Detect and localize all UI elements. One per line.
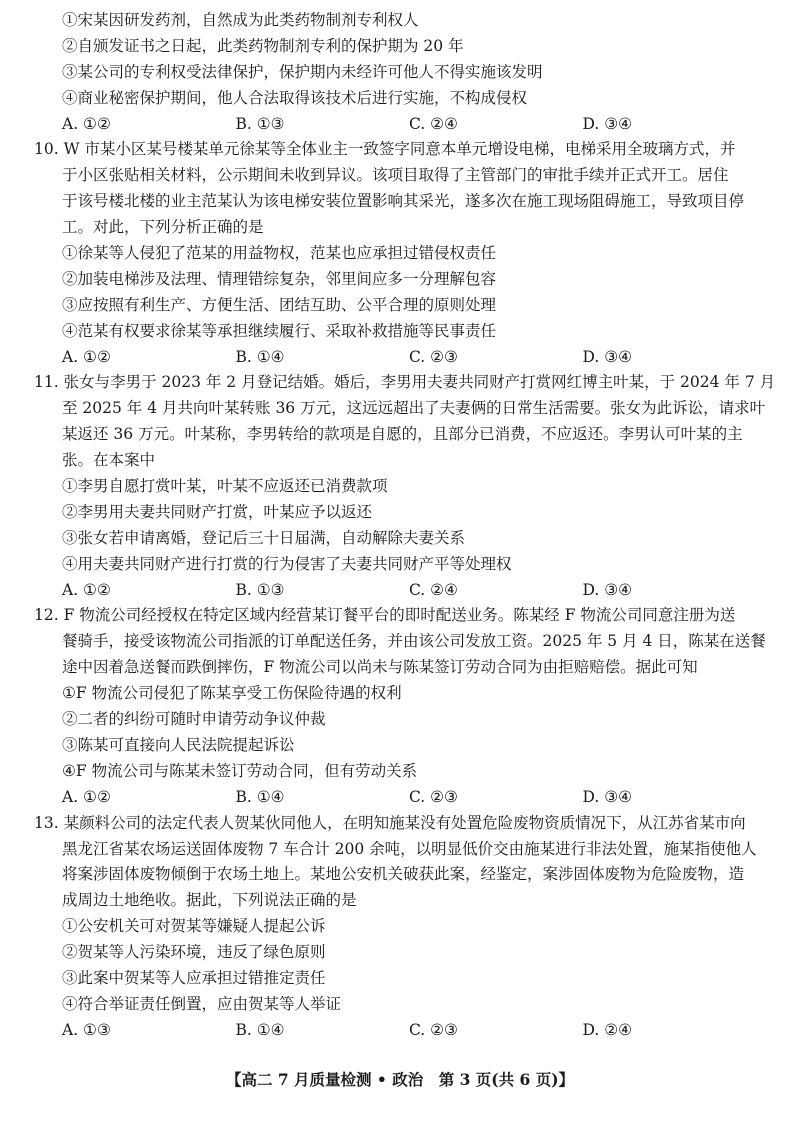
q13-stem-line-1: 13. 某颜料公司的法定代表人贺某伙同他人，在明知施某没有处置危险废物资质情况下，从江苏省某市向 [34,813,746,832]
q12-option-a: A. ①② [62,787,111,806]
q12-stem-line-1: 12. F 物流公司经授权在特定区域内经营某订餐平台的即时配送业务。陈某经 F 物流公司同意注册为送 [34,606,736,625]
q12-options [54,785,756,811]
q13-item-4: ④符合举证责任倒置，应由贺某等人举证 [62,994,342,1013]
q12-item-4: ④F 物流公司与陈某未签订劳动合同，但有劳动关系 [62,761,418,780]
q10-option-c: C. ②③ [409,347,458,366]
q13-option-d: D. ②④ [582,1020,633,1039]
q9-item-3: ③某公司的专利权受法律保护，保护期内未经许可他人不得实施该发明 [62,62,543,81]
q13-item-3: ③此案中贺某等人应承担过错推定责任 [62,968,326,987]
q10-options [54,345,756,371]
q10-stem-line-3: 于该号楼北楼的业主范某认为该电梯安装位置影响其采光，遂多次在施工现场阻碍施工，导致项目停 [62,192,745,211]
q11-item-3: ③张女若申请离婚，登记后三十日届满，自动解除夫妻关系 [62,528,466,547]
q11-option-a: A. ①② [62,580,111,599]
q11-stem-line-2: 至 2025 年 4 月共向叶某转账 36 万元，这远远超出了夫妻俩的日常生活需要。张女为此诉讼，请求叶 [62,399,766,418]
q13-option-c: C. ②③ [409,1020,458,1039]
question-11 [34,370,776,603]
q13-option-b: B. ①④ [235,1020,285,1039]
q9-option-a: A. ①② [62,114,111,133]
q13-item-1: ①公安机关可对贺某等嫌疑人提起公诉 [62,917,326,936]
q12-item-1: ①F 物流公司侵犯了陈某享受工伤保险待遇的权利 [62,684,402,703]
q12-stem-line-3: 途中因着急送餐而跌倒摔伤，F 物流公司以尚未与陈某签订劳动合同为由拒赔赔偿。据此可知 [62,658,698,677]
q11-option-b: B. ①③ [235,580,285,599]
q11-options [54,578,756,604]
q10-stem-line-4: 工。对此，下列分析正确的是 [62,218,264,237]
q13-item-2: ②贺某等人污染环境，违反了绿色原则 [62,943,326,962]
q11-item-2: ②李男用夫妻共同财产打赏，叶某应予以返还 [62,502,373,521]
q12-stem-line-2: 餐骑手，接受该物流公司指派的订单配送任务，并由该公司发放工资。2025 年 5 月 4 日，陈某在送餐 [62,632,766,651]
q11-stem-line-3: 某返还 36 万元。叶某称，李男转给的款项是自愿的，且部分已消费，不应返还。李男认可叶某的主 [62,425,743,444]
question-12 [34,603,766,810]
q10-stem-line-1: 10. W 市某小区某号楼某单元徐某等全体业主一致签字同意本单元增设电梯，电梯采用全玻璃方式，并 [34,140,736,159]
q10-option-a: A. ①② [62,347,111,366]
question-10 [34,137,756,370]
q11-item-1: ①李男自愿打赏叶某，叶某不应返还已消费款项 [62,477,388,496]
q10-option-b: B. ①④ [235,347,285,366]
q12-item-3: ③陈某可直接向人民法院提起诉讼 [62,735,295,754]
q11-option-c: C. ②④ [409,580,458,599]
q10-item-1: ①徐某等人侵犯了范某的用益物权，范某也应承担过错侵权责任 [62,244,497,263]
q9-item-4: ④商业秘密保护期间，他人合法取得该技术后进行实施，不构成侵权 [62,88,528,107]
q13-stem-line-2: 黑龙江省某农场运送固体废物 7 车合计 200 余吨，以明显低价交由施某进行非法处置，施某指使他人 [62,839,757,858]
page-footer: 【高二 7 月质量检测 • 政治 第 3 页(共 6 页)】 [225,1070,575,1089]
q10-option-d: D. ③④ [582,347,633,366]
q9-options [54,112,756,138]
q9-option-d: D. ③④ [582,114,633,133]
q11-option-d: D. ③④ [582,580,633,599]
q9-item-1: ①宋某因研发药剂，自然成为此类药物制剂专利权人 [62,11,419,29]
question-9 [54,8,756,137]
q12-option-c: C. ②③ [409,787,458,806]
q9-item-2: ②自颁发证书之日起，此类药物制剂专利的保护期为 20 年 [62,36,464,55]
q13-option-a: A. ①③ [62,1020,111,1039]
q12-option-b: B. ①④ [235,787,285,806]
q12-item-2: ②二者的纠纷可随时申请劳动争议仲裁 [62,710,326,729]
q12-option-d: D. ③④ [582,787,633,806]
q13-stem-line-4: 成周边土地绝收。据此，下列说法正确的是 [62,891,357,910]
q13-stem-line-3: 将案涉固体废物倾倒于农场土地上。某地公安机关破获此案，经鉴定，案涉固体废物为危险废物，造 [62,865,745,884]
q10-item-2: ②加装电梯涉及法理、情理错综复杂，邻里间应多一分理解包容 [62,269,497,288]
q11-stem-line-4: 张。在本案中 [62,451,156,470]
q13-options [54,1018,756,1044]
q9-option-c: C. ②④ [409,114,458,133]
q10-item-3: ③应按照有利生产、方便生活、团结互助、公平合理的原则处理 [62,295,497,314]
q10-stem-line-2: 于小区张贴相关材料，公示期间未收到异议。该项目取得了主管部门的审批手续并正式开工。居住 [62,166,729,185]
q9-option-b: B. ①③ [235,114,285,133]
q11-stem-line-1: 11. 张女与李男于 2023 年 2 月登记结婚。婚后，李男用夫妻共同财产打赏网红博主叶某，于 2024 年 7 月 [34,373,776,392]
q11-item-4: ④用夫妻共同财产进行打赏的行为侵害了夫妻共同财产平等处理权 [62,554,512,573]
q10-item-4: ④范某有权要求徐某等承担继续履行、采取补救措施等民事责任 [62,321,497,340]
question-13 [34,811,757,1044]
